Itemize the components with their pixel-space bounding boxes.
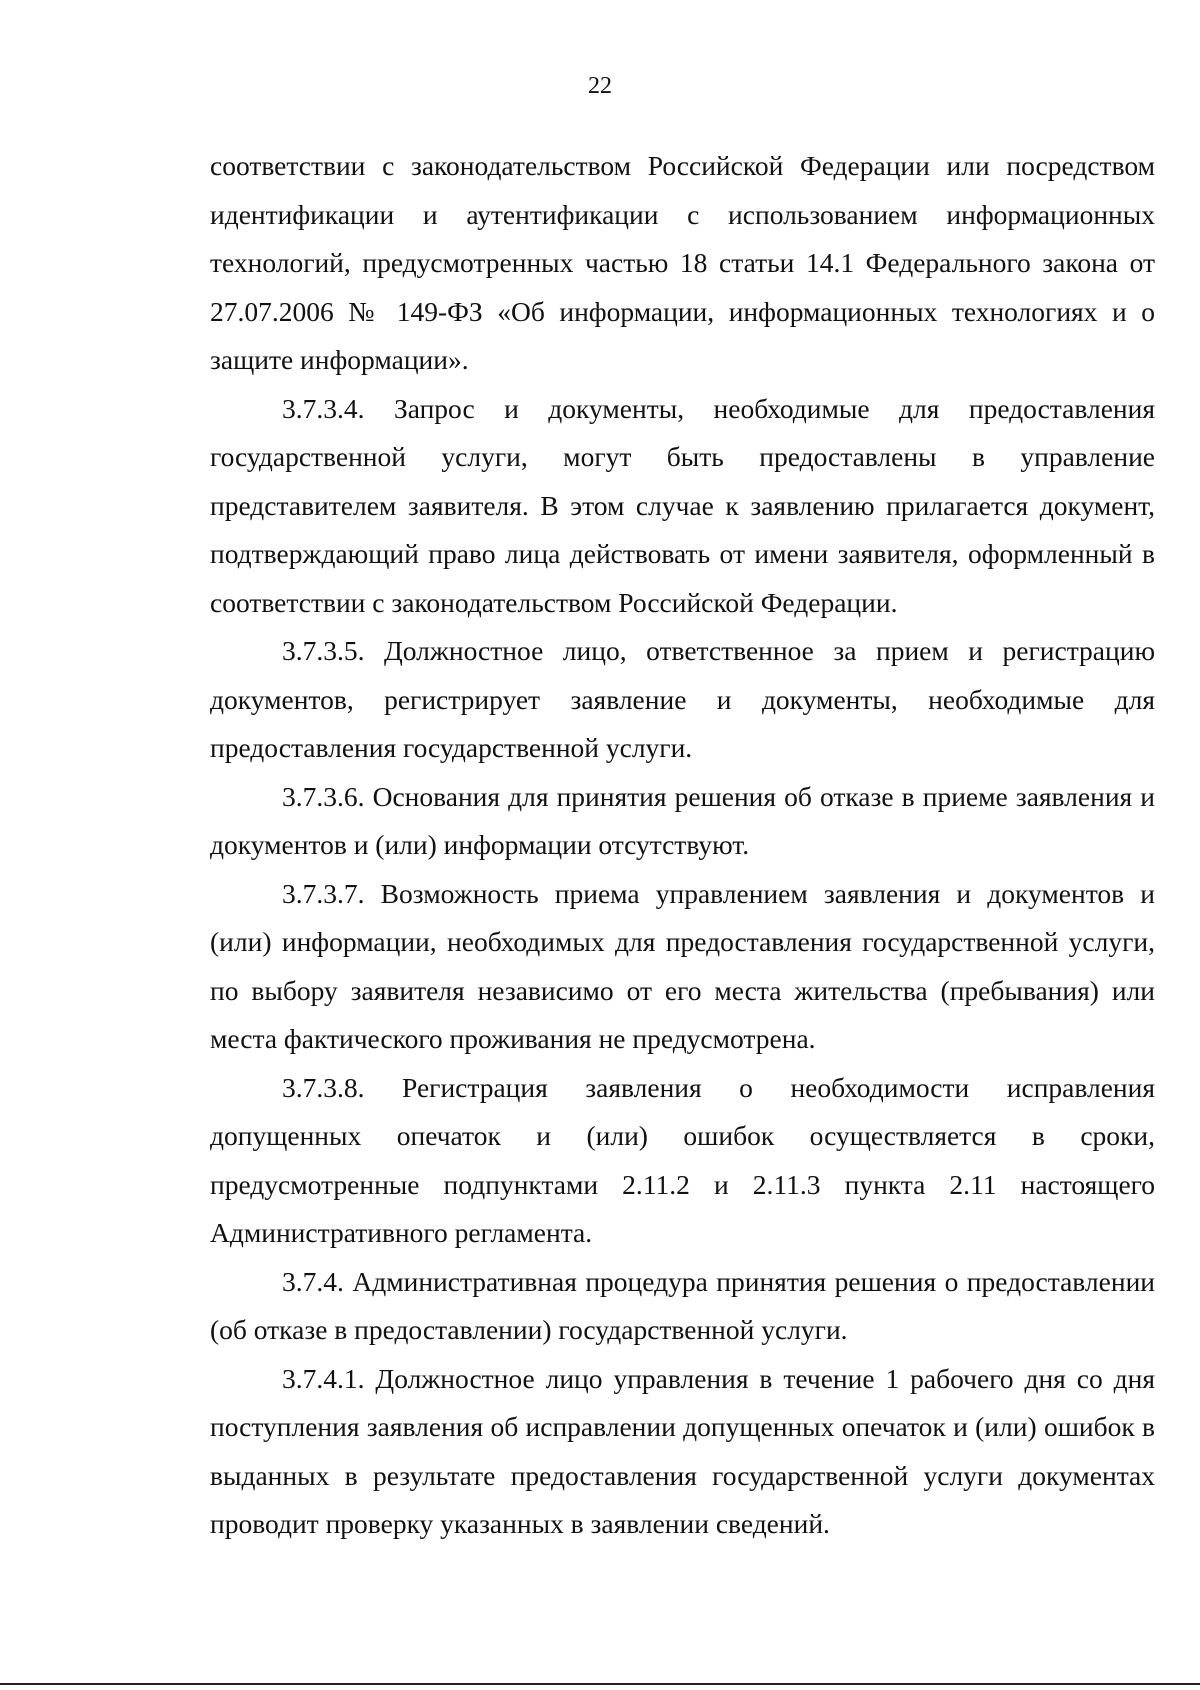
paragraph-3-7-3-7: 3.7.3.7. Возможность приема управлением заявления и документов и (или) информации, необходимых для предоставления государственной услуги, по выбору заявителя независимо от его места жительства (пребывания) или места фактического проживания не предусмотрена.	[210, 877, 1155, 1054]
paragraph-3-7-3-4: 3.7.3.4. Запрос и документы, необходимые для предоставления государственной услуги, могут быть предоставлены в управление представителем заявителя. В этом случае к заявлению прилагается документ, подтверждающий право лица действовать от имени заявителя, оформленный в соответствии с законодательством Российской Федерации.	[210, 392, 1155, 618]
page-number: 22	[588, 73, 612, 99]
paragraph-3-7-3-6: 3.7.3.6. Основания для принятия решения об отказе в приеме заявления и документов и (или) информации отсутствуют.	[210, 780, 1155, 860]
paragraph-3-7-3-5: 3.7.3.5. Должностное лицо, ответственное за прием и регистрацию документов, регистрирует заявление и документы, необходимые для предоставления государственной услуги.	[210, 635, 1155, 763]
paragraph-3-7-4-1: 3.7.4.1. Должностное лицо управления в течение 1 рабочего дня со дня поступления заявления об исправлении допущенных опечаток и (или) ошибок в выданных в результате предоставления государственной услуги документах проводит проверку указанных в заявлении сведений.	[210, 1362, 1155, 1539]
bottom-edge-line	[0, 1683, 1200, 1685]
paragraph-continuation: соответствии с законодательством Российской Федерации или посредством идентификации и аутентификации с использованием информационных технологий, предусмотренных частью 18 статьи 14.1 Федерального закона от 27.07.2006 № 149-ФЗ «Об информации, информационных технологиях и о защите информации».	[210, 150, 1155, 375]
document-body	[210, 142, 1155, 1549]
paragraph-3-7-4: 3.7.4. Административная процедура принятия решения о предоставлении (об отказе в предоставлении) государственной услуги.	[210, 1265, 1155, 1345]
paragraph-3-7-3-8: 3.7.3.8. Регистрация заявления о необходимости исправления допущенных опечаток и (или) ошибок осуществляется в сроки, предусмотренные подпунктами 2.11.2 и 2.11.3 пункта 2.11 настоящего Административного регламента.	[210, 1071, 1155, 1248]
